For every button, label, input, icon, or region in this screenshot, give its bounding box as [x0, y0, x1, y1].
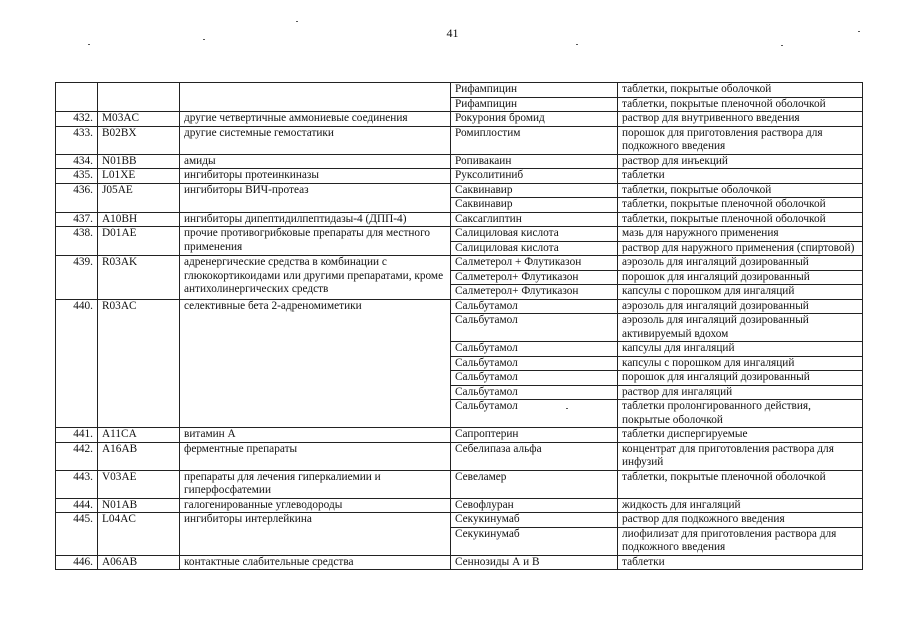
dosage-form: таблетки, покрытые пленочной оболочкой [618, 198, 863, 213]
pharmacological-group: другие четвертичные аммониевые соединения [180, 112, 451, 127]
dosage-form: раствор для наружного применения (спиртовой) [618, 241, 863, 256]
drug-name: Сальбутамол [451, 342, 618, 357]
row-number [56, 83, 98, 112]
table-body [56, 83, 863, 570]
table-row [56, 212, 863, 227]
pharmacological-group: галогенированные углеводороды [180, 498, 451, 513]
dosage-form: раствор для инъекций [618, 154, 863, 169]
dosage-form: аэрозоль для ингаляций дозированный [618, 299, 863, 314]
dosage-form: таблетки, покрытые оболочкой [618, 183, 863, 198]
drug-name: Секукинумаб [451, 513, 618, 528]
drug-name: Саксаглиптин [451, 212, 618, 227]
table-row [56, 498, 863, 513]
atc-code: N01AB [98, 498, 180, 513]
table-row [56, 513, 863, 528]
pharmacological-group: ингибиторы протеинкиназы [180, 169, 451, 184]
atc-code: B02BX [98, 126, 180, 154]
row-number: 435. [56, 169, 98, 184]
table-row [56, 256, 863, 271]
dosage-form: капсулы для ингаляций [618, 342, 863, 357]
table-row [56, 154, 863, 169]
row-number: 438. [56, 227, 98, 256]
drug-name: Сальбутамол [451, 385, 618, 400]
row-number: 434. [56, 154, 98, 169]
pharmacological-group [180, 83, 451, 112]
drug-name: Ромиплостим [451, 126, 618, 154]
scan-speck [203, 39, 205, 40]
atc-code: L04AC [98, 513, 180, 556]
scan-speck [88, 44, 90, 45]
table-row [56, 169, 863, 184]
drug-name: Сеннозиды А и В [451, 555, 618, 570]
dosage-form: капсулы с порошком для ингаляций [618, 356, 863, 371]
drug-name: Сапроптерин [451, 428, 618, 443]
pharmacological-group: контактные слабительные средства [180, 555, 451, 570]
dosage-form: таблетки [618, 555, 863, 570]
dosage-form: раствор для внутривенного введения [618, 112, 863, 127]
row-number: 445. [56, 513, 98, 556]
drug-name: Саквинавир [451, 198, 618, 213]
dosage-form: таблетки пролонгированного действия, покрытые оболочкой [618, 400, 863, 428]
atc-code: D01AE [98, 227, 180, 256]
table-row [56, 442, 863, 470]
atc-code: R03AK [98, 256, 180, 300]
drug-name: Севофлуран [451, 498, 618, 513]
row-number: 432. [56, 112, 98, 127]
table-row [56, 183, 863, 198]
pharmacological-group: амиды [180, 154, 451, 169]
pharmacological-group: ферментные препараты [180, 442, 451, 470]
atc-code: R03AC [98, 299, 180, 428]
drug-list-table [55, 82, 863, 570]
table-row [56, 299, 863, 314]
pharmacological-group: адренергические средства в комбинации с глюкокортикоидами или другими препаратами, кроме антихолинергических средств [180, 256, 451, 300]
row-number: 436. [56, 183, 98, 212]
drug-name: Сальбутамол [451, 371, 618, 386]
table-row [56, 428, 863, 443]
row-number: 440. [56, 299, 98, 428]
dosage-form: таблетки [618, 169, 863, 184]
row-number: 443. [56, 470, 98, 498]
row-number: 442. [56, 442, 98, 470]
row-number: 446. [56, 555, 98, 570]
drug-name: Рифампицин [451, 83, 618, 98]
atc-code: L01XE [98, 169, 180, 184]
table-row [56, 83, 863, 98]
drug-name: Саквинавир [451, 183, 618, 198]
dosage-form: аэрозоль для ингаляций дозированный [618, 256, 863, 271]
dosage-form: капсулы с порошком для ингаляций [618, 285, 863, 300]
row-number: 444. [56, 498, 98, 513]
dosage-form: раствор для ингаляций [618, 385, 863, 400]
drug-name: Салициловая кислота [451, 241, 618, 256]
drug-name: Севеламер [451, 470, 618, 498]
dosage-form: таблетки, покрытые пленочной оболочкой [618, 212, 863, 227]
drug-name: Салметерол+ Флутиказон [451, 285, 618, 300]
row-number: 441. [56, 428, 98, 443]
drug-name: Сальбутамол [451, 356, 618, 371]
dosage-form: порошок для ингаляций дозированный [618, 371, 863, 386]
row-number: 439. [56, 256, 98, 300]
scan-speck [858, 31, 860, 32]
table-row [56, 555, 863, 570]
drug-name: Ропивакаин [451, 154, 618, 169]
scan-speck [781, 45, 783, 46]
pharmacological-group: витамин А [180, 428, 451, 443]
pharmacological-group: другие системные гемостатики [180, 126, 451, 154]
dosage-form: раствор для подкожного введения [618, 513, 863, 528]
atc-code: A11CA [98, 428, 180, 443]
row-number: 433. [56, 126, 98, 154]
row-number: 437. [56, 212, 98, 227]
dosage-form: порошок для приготовления раствора для подкожного введения [618, 126, 863, 154]
dosage-form: порошок для ингаляций дозированный [618, 270, 863, 285]
table-row [56, 470, 863, 498]
table-row [56, 112, 863, 127]
pharmacological-group: ингибиторы интерлейкина [180, 513, 451, 556]
dosage-form: таблетки диспергируемые [618, 428, 863, 443]
pharmacological-group: ингибиторы ВИЧ-протеаз [180, 183, 451, 212]
dosage-form: аэрозоль для ингаляций дозированный активируемый вдохом [618, 314, 863, 342]
atc-code: A16AB [98, 442, 180, 470]
dosage-form: таблетки, покрытые пленочной оболочкой [618, 470, 863, 498]
table-row [56, 227, 863, 242]
atc-code: A06AB [98, 555, 180, 570]
table-row [56, 126, 863, 154]
atc-code: V03AE [98, 470, 180, 498]
atc-code [98, 83, 180, 112]
pharmacological-group: селективные бета 2-адреномиметики [180, 299, 451, 428]
scan-speck [296, 21, 298, 22]
atc-code: M03AC [98, 112, 180, 127]
atc-code: J05AE [98, 183, 180, 212]
dosage-form: жидкость для ингаляций [618, 498, 863, 513]
scan-speck [576, 44, 578, 45]
pharmacological-group: препараты для лечения гиперкалиемии и гиперфосфатемии [180, 470, 451, 498]
drug-name: Рокурония бромид [451, 112, 618, 127]
atc-code: N01BB [98, 154, 180, 169]
dosage-form: лиофилизат для приготовления раствора для подкожного введения [618, 527, 863, 555]
dosage-form: концентрат для приготовления раствора для инфузий [618, 442, 863, 470]
drug-name: Рифампицин [451, 97, 618, 112]
drug-name: Сальбутамол [451, 299, 618, 314]
dosage-form: мазь для наружного применения [618, 227, 863, 242]
dosage-form: таблетки, покрытые оболочкой [618, 83, 863, 98]
drug-name: Салметерол+ Флутиказон [451, 270, 618, 285]
dosage-form: таблетки, покрытые пленочной оболочкой [618, 97, 863, 112]
drug-name: Себелипаза альфа [451, 442, 618, 470]
drug-name: Сальбутамол [451, 314, 618, 342]
page-number: 41 [446, 26, 459, 40]
drug-name: Сальбутамол [451, 400, 618, 428]
pharmacological-group: прочие противогрибковые препараты для местного применения [180, 227, 451, 256]
atc-code: A10BH [98, 212, 180, 227]
drug-name: Салметерол + Флутиказон [451, 256, 618, 271]
drug-name: Руксолитиниб [451, 169, 618, 184]
drug-name: Салициловая кислота [451, 227, 618, 242]
pharmacological-group: ингибиторы дипептидилпептидазы-4 (ДПП-4) [180, 212, 451, 227]
drug-name: Секукинумаб [451, 527, 618, 555]
